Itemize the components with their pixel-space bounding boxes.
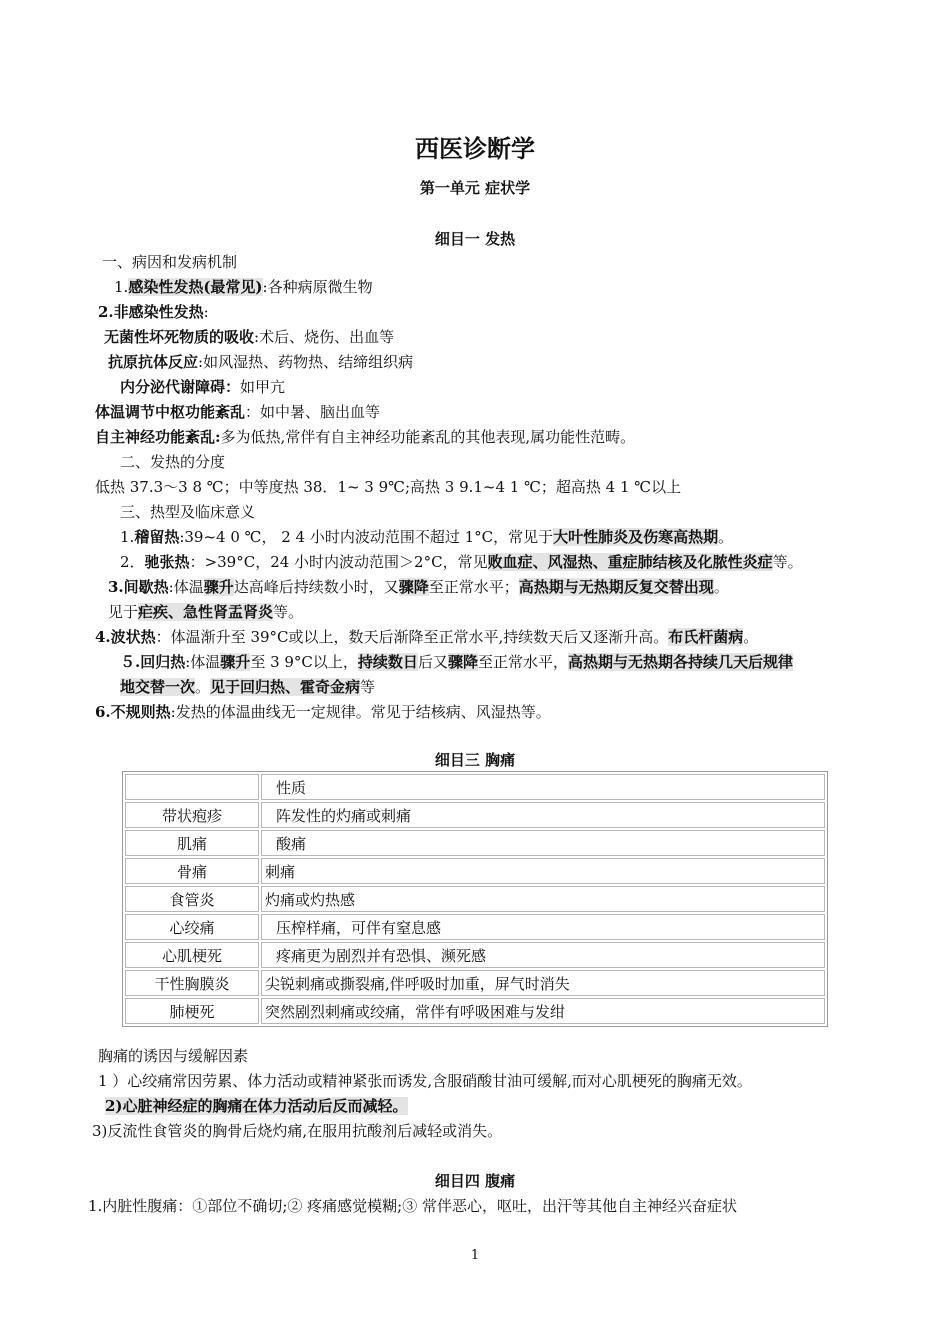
table-row — [125, 914, 825, 940]
table-cell: 压榨样痛，可伴有窒息感 — [261, 914, 825, 940]
fever-type-4: 4.波状热：体温渐升至 39°C或以上，数天后渐降至正常水平,持续数天后又逐渐升高。布氏杆菌病。 — [95, 628, 759, 646]
section-heading-fever: 细目一 发热 — [434, 230, 516, 248]
table-row — [125, 942, 825, 968]
table-cell: 阵发性的灼痛或刺痛 — [261, 802, 825, 828]
fever-type-5: ５.回归热:体温骤升至 3 9°C以上，持续数日后又骤降至正常水平，高热期与无热期各持续几天后规律 — [120, 653, 793, 671]
fever-type-6: 6.不规则热:发热的体温曲线无一定规律。常见于结核病、风湿热等。 — [95, 703, 551, 721]
table-header-row — [125, 774, 825, 800]
section-heading-abdominal-pain: 细目四 腹痛 — [434, 1172, 516, 1190]
fever-degree-line: 低热 37.3～3 8 ℃；中等度热 38．1~ 3 9℃;高热 3 9.1~4 1 ℃；超高热 4 1 ℃以上 — [95, 478, 682, 496]
table-cell: 干性胸膜炎 — [125, 970, 259, 996]
fever-type-3-line-2: 见于疟疾、急性肾盂肾炎等。 — [108, 603, 304, 621]
table-row — [125, 830, 825, 856]
fever-line-5: 内分泌代谢障碍：如甲亢 — [120, 378, 286, 396]
fever-type-5-line-2: 地交替一次。见于回归热、霍奇金病等 — [120, 678, 376, 696]
table-cell: 灼痛或灼热感 — [261, 886, 825, 912]
fever-type-1: 1.稽留热:39~4 0 ℃， 2 4 小时内波动范围不超过 1°C，常见于大叶性肺炎及伤寒高热期。 — [120, 528, 734, 546]
table-cell: 突然剧烈刺痛或绞痛，常伴有呼吸困难与发绀 — [261, 998, 825, 1024]
fever-subheading-3: 三、热型及临床意义 — [120, 503, 256, 521]
table-row — [125, 858, 825, 884]
fever-subheading-1: 一、病因和发病机制 — [102, 253, 238, 271]
unit-title: 第一单元 症状学 — [419, 179, 531, 197]
table-cell: 心肌梗死 — [125, 942, 259, 968]
highlight: 感染性发热(最常见) — [128, 278, 263, 296]
fever-subheading-2: 二、发热的分度 — [120, 453, 226, 471]
table-cell: 肌痛 — [125, 830, 259, 856]
fever-line-3: 无菌性坏死物质的吸收:术后、烧伤、出血等 — [104, 328, 395, 346]
table-cell: 带状疱疹 — [125, 802, 259, 828]
table-cell: 尖锐刺痛或撕裂痛,伴呼吸时加重，屏气时消失 — [261, 970, 825, 996]
chest-cause-3: 3)反流性食管炎的胸骨后烧灼痛,在服用抗酸剂后减轻或消失。 — [92, 1122, 503, 1140]
table-row — [125, 886, 825, 912]
fever-line-2: 2.非感染性发热: — [98, 303, 209, 321]
fever-line-7: 自主神经功能紊乱:多为低热,常伴有自主神经功能紊乱的其他表现,属功能性范畴。 — [95, 428, 636, 446]
chest-cause-1: 1 ）心绞痛常因劳累、体力活动或精神紧张而诱发,含服硝酸甘油可缓解,而对心肌梗死的胸痛无效。 — [98, 1072, 752, 1090]
table-row — [125, 802, 825, 828]
table-row — [125, 970, 825, 996]
chest-cause-2: 2)心脏神经症的胸痛在体力活动后反而减轻。 — [105, 1097, 408, 1115]
table-header-cell — [125, 774, 259, 800]
table-cell: 心绞痛 — [125, 914, 259, 940]
document-title: 西医诊断学 — [415, 134, 535, 163]
abdominal-line-1: 1.内脏性腹痛：①部位不确切;② 疼痛感觉模糊;③ 常伴恶心，呕吐，出汗等其他自主神经兴奋症状 — [88, 1197, 737, 1215]
table-cell: 食管炎 — [125, 886, 259, 912]
chest-pain-table — [122, 771, 828, 1027]
section-heading-chest-pain: 细目三 胸痛 — [434, 751, 516, 769]
fever-line-6: 体温调节中枢功能紊乱：如中暑、脑出血等 — [95, 403, 381, 421]
fever-line-1: 1.感染性发热(最常见):各种病原微生物 — [114, 278, 373, 296]
table-cell: 肺梗死 — [125, 998, 259, 1024]
table-row — [125, 998, 825, 1024]
fever-type-3: 3.间歇热:体温骤升达高峰后持续数小时，又骤降至正常水平；高热期与无热期反复交替出现。 — [108, 578, 729, 596]
table-cell: 疼痛更为剧烈并有恐惧、濒死感 — [261, 942, 825, 968]
table-cell: 刺痛 — [261, 858, 825, 884]
fever-line-4: 抗原抗体反应:如风湿热、药物热、结缔组织病 — [108, 353, 414, 371]
table-header-cell: 性质 — [261, 774, 825, 800]
table-cell: 骨痛 — [125, 858, 259, 884]
table-cell: 酸痛 — [261, 830, 825, 856]
chest-causes-title: 胸痛的诱因与缓解因素 — [98, 1047, 249, 1065]
fever-type-2: 2．驰张热：>39°C，24 小时内波动范围＞2°C，常见败血症、风湿热、重症肺结核及化脓性炎症等。 — [120, 553, 803, 571]
page-number: 1 — [470, 1248, 480, 1263]
